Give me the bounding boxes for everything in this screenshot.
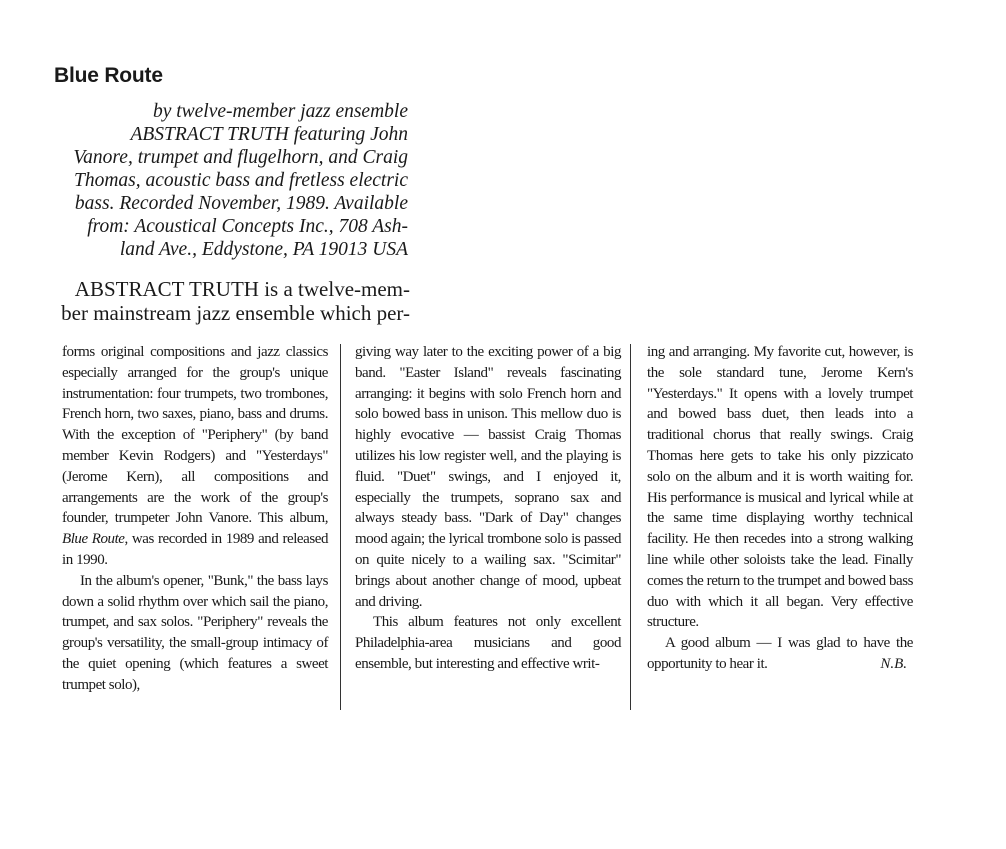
paragraph: This album features not only excellent Philadelphia-area musicians and good ensemble, but interesting and effective writ- xyxy=(355,614,621,672)
column-divider xyxy=(630,344,631,710)
paragraph: giving way later to the exciting power of a big band. "Easter Island" reveals fascinating arranging: it begins with solo French horn and solo bowed bass in unison. This mellow duo is highly evocative — bassist Craig Thomas utilizes his low register well, and the playing is fluid. "Duet" swings, and I enjoyed it, especially the trumpets, soprano sax and always steady bass. "Dark of Day" changes mood again; the lyrical trombone solo is passed on quite nicely to a wailing sax. "Scimitar" brings about another change of mood, upbeat and driving. xyxy=(355,344,621,610)
paragraph-text: A good album — I was glad to have the opportunity to hear it. xyxy=(647,635,913,672)
album-title-italic: Blue Route xyxy=(62,531,125,548)
paragraph xyxy=(62,342,328,571)
signature: N.B. xyxy=(880,655,907,672)
byline-line: ABSTRACT TRUTH featuring John xyxy=(130,124,408,145)
lede-line: ABSTRACT TRUTH is a twelve-mem- xyxy=(74,277,410,301)
column-3 xyxy=(647,342,913,675)
lede xyxy=(40,277,410,325)
paragraph xyxy=(647,633,913,675)
column-divider xyxy=(340,344,341,710)
byline-line: from: Acoustical Concepts Inc., 708 Ash- xyxy=(87,216,408,237)
column-2 xyxy=(355,342,621,675)
paragraph-text: forms original compositions and jazz classics especially arranged for the group's unique instrumentation: four trumpets, two trombones, French horn, two saxes, piano, bass and drums. With the exception of "Periphery" (by band member Kevin Rodgers) and "Yesterdays" (Jerome Kern), all compositions and arrangements are the work of the group's founder, trumpeter John Vanore. This album, xyxy=(62,344,328,527)
paragraph-text: , was recorded in 1989 and released in 1990. xyxy=(62,531,328,568)
byline-line: bass. Recorded November, 1989. Available xyxy=(74,193,408,214)
article-title: Blue Route xyxy=(54,64,163,87)
column-1 xyxy=(62,342,328,696)
byline xyxy=(40,100,408,261)
lede-line: ber mainstream jazz ensemble which per- xyxy=(61,301,410,325)
byline-line: land Ave., Eddystone, PA 19013 USA xyxy=(119,239,408,260)
paragraph: ing and arranging. My favorite cut, however, is the sole standard tune, Jerome Kern's "Yesterdays." It opens with a lovely trumpet and bowed bass duet, then leads into a traditional chorus that really swings. Craig Thomas here gets to take his only pizzicato solo on the album and it is worth waiting for. His performance is musical and lyrical while at the same time displaying worthy technical facility. He then recedes into a strong walking line while other soloists take the lead. Finally comes the return to the trumpet and bowed bass duo with which it all began. Very effective structure. xyxy=(647,344,913,631)
paragraph: In the album's opener, "Bunk," the bass lays down a solid rhythm over which sail the piano, trumpet, and sax solos. "Periphery" reveals the group's versatility, the small-group intimacy of the quiet opening (which features a sweet trumpet solo), xyxy=(62,572,328,693)
byline-line: Thomas, acoustic bass and fretless electric xyxy=(74,170,408,191)
byline-line: Vanore, trumpet and flugelhorn, and Craig xyxy=(73,147,408,168)
byline-line: by twelve-member jazz ensemble xyxy=(152,101,408,122)
